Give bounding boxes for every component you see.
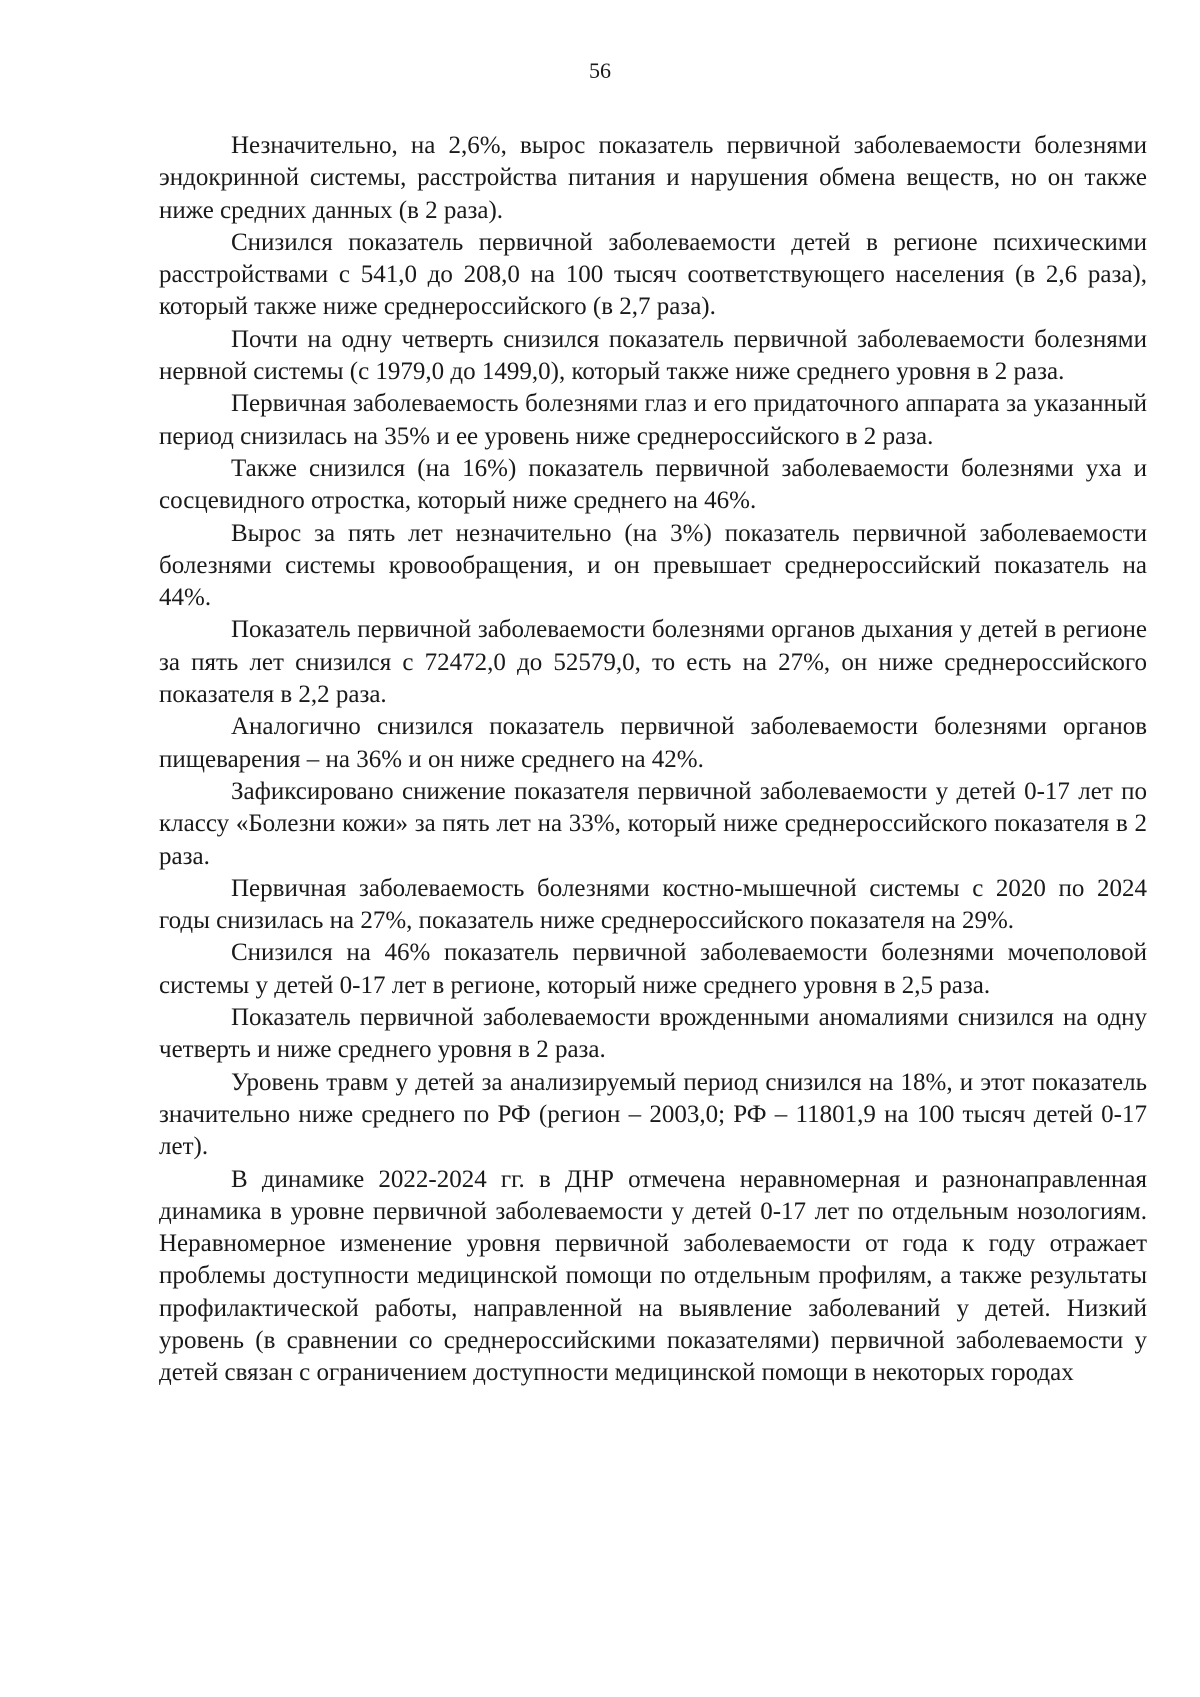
paragraph-respiratory-organs: Показатель первичной заболеваемости болезнями органов дыхания у детей в регионе за пять лет снизился с 72472,0 до 52579,0, то есть на 27%, он ниже среднероссийского показателя в 2,2 раза. bbox=[159, 616, 1147, 709]
paragraph-genitourinary: Снизился на 46% показатель первичной заболеваемости болезнями мочеполовой системы у детей 0-17 лет в регионе, который ниже среднего уровня в 2,5 раза. bbox=[159, 939, 1147, 999]
paragraph-skin-diseases: Зафиксировано снижение показателя первичной заболеваемости у детей 0-17 лет по классу «Болезни кожи» за пять лет на 33%, который ниже среднероссийского показателя в 2 раза. bbox=[159, 777, 1147, 870]
paragraph-ear-diseases: Также снизился (на 16%) показатель первичной заболеваемости болезнями уха и сосцевидного отростка, который ниже среднего на 46%. bbox=[159, 454, 1147, 515]
paragraph-musculoskeletal: Первичная заболеваемость болезнями костно-мышечной системы с 2020 по 2024 годы снизилась на 27%, показатель ниже среднероссийского показателя на 29%. bbox=[159, 874, 1147, 935]
page-number: 56 bbox=[589, 58, 611, 83]
paragraph-circulatory-system: Вырос за пять лет незначительно (на 3%) показатель первичной заболеваемости болезнями системы кровообращения, и он превышает среднероссийский показатель на 44%. bbox=[159, 519, 1147, 612]
paragraph-congenital-anomalies: Показатель первичной заболеваемости врожденными аномалиями снизился на одну четверть и ниже среднего уровня в 2 раза. bbox=[159, 1004, 1147, 1064]
paragraph-nervous-system: Почти на одну четверть снизился показатель первичной заболеваемости болезнями нервной системы (с 1979,0 до 1499,0), который также ниже среднего уровня в 2 раза. bbox=[159, 325, 1147, 386]
paragraph-injuries: Уровень травм у детей за анализируемый период снизился на 18%, и этот показатель значительно ниже среднего по РФ (регион – 2003,0; РФ – 11801,9 на 100 тысяч детей 0-17 лет). bbox=[159, 1068, 1147, 1161]
paragraph-endocrine: Незначительно, на 2,6%, вырос показатель первичной заболеваемости болезнями эндокринной системы, расстройства питания и нарушения обмена веществ, но он также ниже средних данных (в 2 раза). bbox=[159, 132, 1147, 224]
paragraph-mental-disorders: Снизился показатель первичной заболеваемости детей в регионе психическими расстройствами с 541,0 до 208,0 на 100 тысяч соответствующего населения (в 2,6 раза), который также ниже среднероссийского (в 2,7 раза). bbox=[159, 228, 1147, 321]
paragraph-digestive-organs: Аналогично снизился показатель первичной заболеваемости болезнями органов пищеварения – на 36% и он ниже среднего на 42%. bbox=[159, 713, 1147, 773]
paragraph-eye-diseases: Первичная заболеваемость болезнями глаз и его придаточного аппарата за указанный период снизилась на 35% и ее уровень ниже среднероссийского в 2 раза. bbox=[159, 390, 1147, 450]
body-text bbox=[159, 130, 1147, 1390]
paragraph-dynamics-2022-2024: В динамике 2022-2024 гг. в ДНР отмечена неравномерная и разнонаправленная динамика в уровне первичной заболеваемости у детей 0-17 лет по отдельным нозологиям. Неравномерное изменение уровня первичной заболеваемости от года к году отражает проблемы доступности медицинской помощи по отдельным профилям, а также результаты профилактической работы, направленной на выявление заболеваний у детей. Низкий уровень (в сравнении со среднероссийскими показателями) первичной заболеваемости у детей связан с ограничением доступности медицинской помощи в некоторых городах bbox=[159, 1165, 1147, 1387]
